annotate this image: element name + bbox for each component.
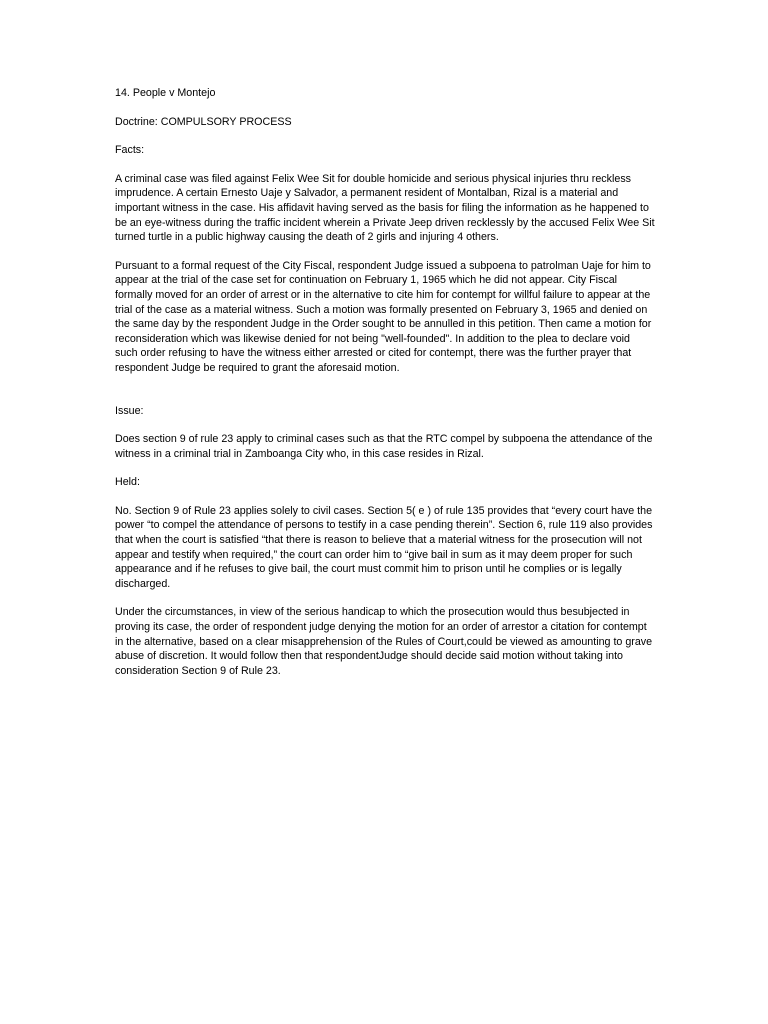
held-paragraph-1: No. Section 9 of Rule 23 applies solely to civil cases. Section 5( e ) of rule 135 provides that “every court have the power “to compel the attendance of persons to testify in a case pending therein”. Section 6, rule 119 also provides that when the court is satisfied “that there is reason to believe that a material witness for the prosecution will not appear and testify when required,” the court can order him to “give bail in sum as it may deem proper for such appearance and if he refuses to give bail, the court must commit him to prison until he complies or is legally discharged. <box>115 504 653 590</box>
document-body <box>115 86 655 692</box>
facts-paragraph-2: Pursuant to a formal request of the City Fiscal, respondent Judge issued a subpoena to patrolman Uaje for him to appear at the trial of the case set for continuation on February 1, 1965 which he did not appear. City Fiscal formally moved for an order of arrest or in the alternative to cite him for contempt for willful failure to appear at the trial of the case as a material witness. Such a motion was formally presented on February 3, 1965 and denied on the same day by the respondent Judge in the Order sought to be annulled in this petition. Then came a motion for reconsideration which was likewise denied for not being "well-founded". In addition to the plea to declare void such order refusing to have the witness either arrested or cited for contempt, there was the further prayer that respondent Judge be required to grant the aforesaid motion. <box>115 259 652 374</box>
issue-text: Does section 9 of rule 23 apply to criminal cases such as that the RTC compel by subpoena the attendance of the witness in a criminal trial in Zamboanga City who, in this case resides in Rizal. <box>115 433 653 460</box>
case-title: 14. People v Montejo <box>115 87 216 99</box>
held-heading: Held: <box>115 476 140 489</box>
issue-heading: Issue: <box>115 404 144 417</box>
facts-heading: Facts: <box>115 144 145 157</box>
held-paragraph-2: Under the circumstances, in view of the serious handicap to which the prosecution would thus besubjected in proving its case, the order of respondent judge denying the motion for an order of arrestor a citation for contempt in the alternative, based on a clear misapprehension of the Rules of Court,could be viewed as amounting to grave abuse of discretion. It would follow then that respondentJudge should decide said motion without taking into consideration Section 9 of Rule 23. <box>115 606 653 677</box>
facts-paragraph-1: A criminal case was filed against Felix Wee Sit for double homicide and serious physical injuries thru reckless imprudence. A certain Ernesto Uaje y Salvador, a permanent resident of Montalban, Rizal is a material and important witness in the case. His affidavit having served as the basis for filing the information as he happened to be an eye-witness during the traffic incident wherein a Private Jeep driven recklessly by the accused Felix Wee Sit turned turtle in a public highway causing the death of 2 girls and injuring 4 others. <box>115 172 655 244</box>
doctrine-line: Doctrine: COMPULSORY PROCESS <box>115 115 292 128</box>
